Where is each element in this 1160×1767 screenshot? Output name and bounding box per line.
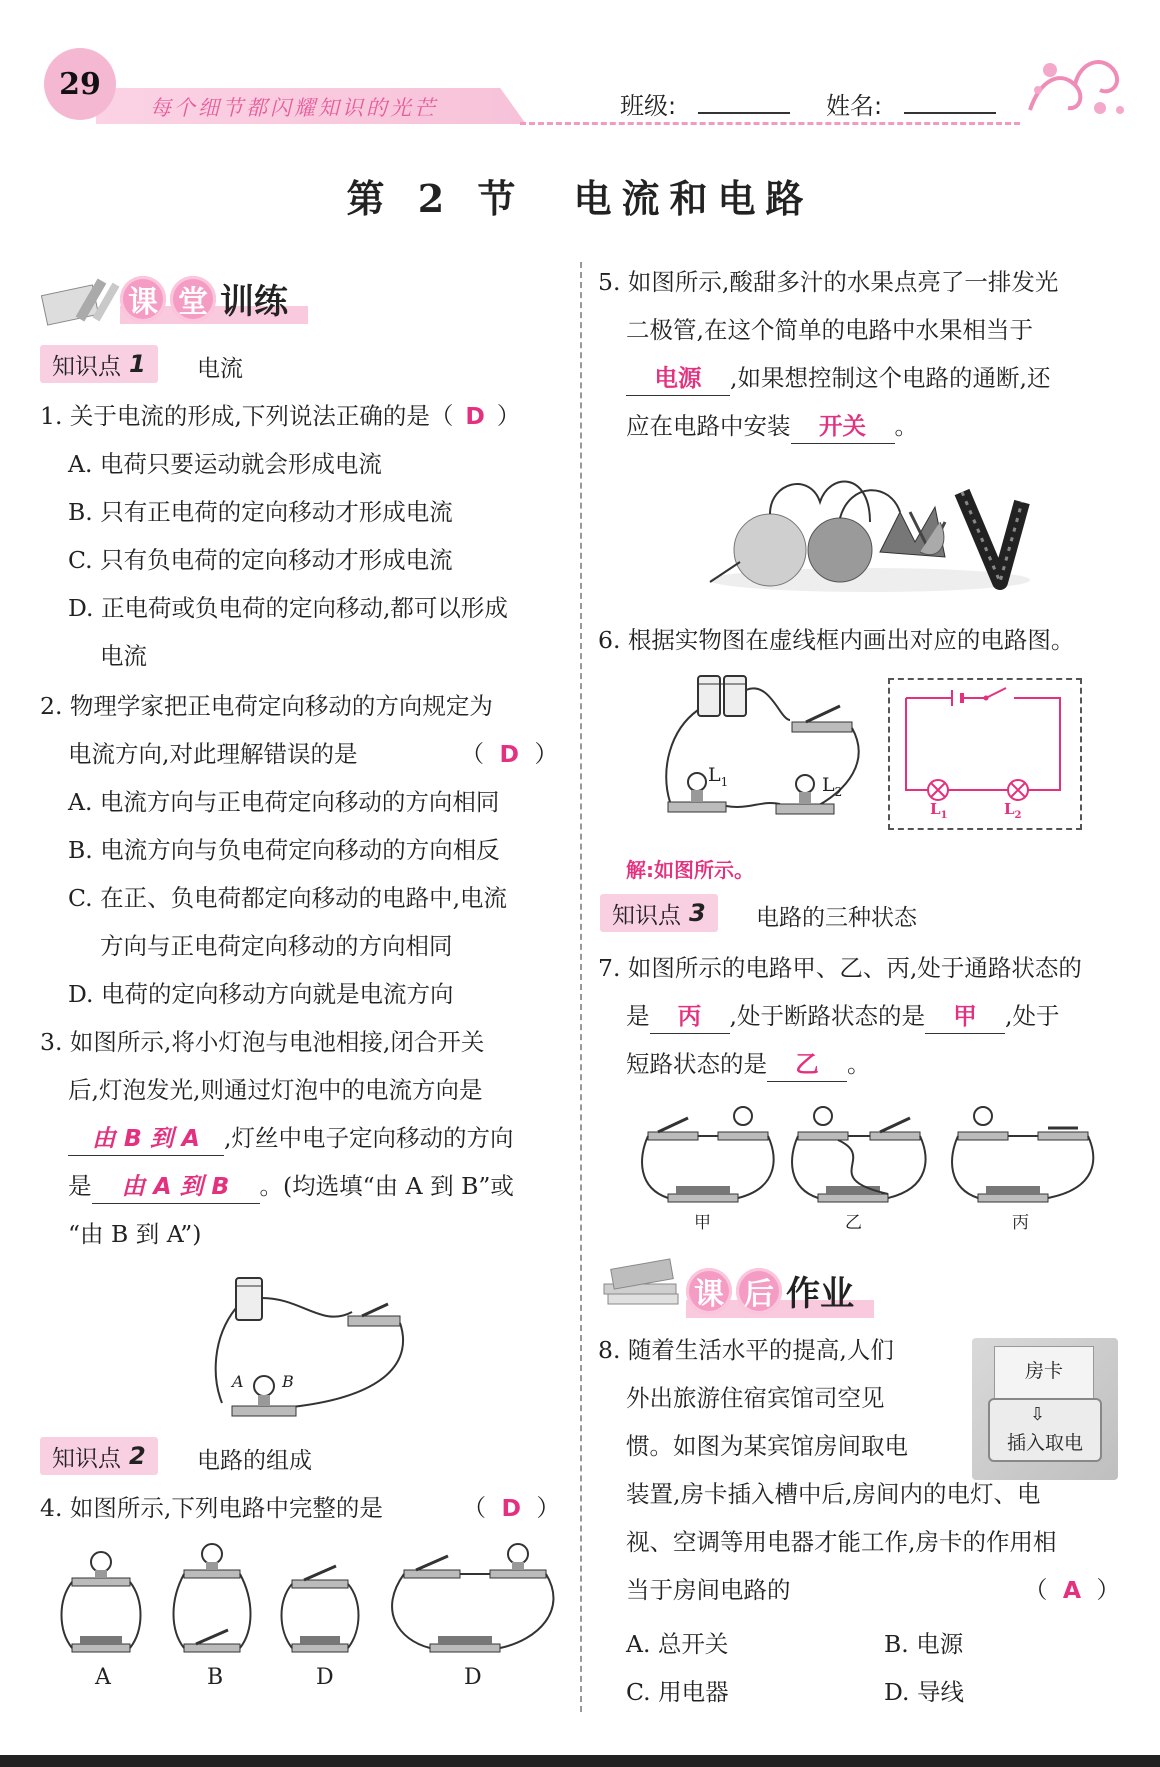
- section2-pill-1: 课: [686, 1268, 732, 1314]
- q6-diagram-l2-sub: 2: [1014, 810, 1022, 821]
- header-dashline: [520, 122, 1020, 125]
- q4-fig-label-2: B: [207, 1665, 224, 1690]
- q8-option-c: C. 用电器: [626, 1678, 729, 1706]
- q7-line3-pre: 短路状态的是: [626, 1050, 767, 1078]
- q1-option-d: D. 正电荷或负电荷的定向移动,都可以形成: [68, 594, 508, 622]
- kp-tag-label: 知识点: [612, 902, 681, 929]
- q5-line3-text: ,如果想控制这个电路的通断,还: [730, 364, 1051, 392]
- q7-circuit-figures: [638, 1098, 1108, 1218]
- q8-line6-text: 当于房间电路的: [626, 1576, 791, 1604]
- section2-text: 作业: [786, 1274, 854, 1314]
- q5-answer2: 开关: [791, 409, 895, 444]
- q7-line1: 7. 如图所示的电路甲、乙、丙,处于通路状态的: [598, 954, 1082, 982]
- q3-line4: [68, 1162, 514, 1210]
- q5-answer1: 电源: [626, 361, 730, 396]
- q1-stem: [40, 392, 520, 440]
- bottom-bar: [0, 1755, 1160, 1767]
- q8-line6: [626, 1566, 1120, 1614]
- q5-line4-text: 应在电路中安装: [626, 412, 791, 440]
- q8-answer-bracket: （ A ）: [1023, 1576, 1120, 1604]
- q6-circuit-diagram: [888, 678, 1082, 830]
- q1-option-b: B. 只有正电荷的定向移动才形成电流: [68, 498, 453, 526]
- q3-line4-post: 。(均选填“由 A 到 B”或: [259, 1172, 514, 1200]
- kp-tag-number: 1: [129, 350, 146, 378]
- section-homework: [686, 1266, 854, 1315]
- name-label: 姓名:: [826, 92, 883, 120]
- kp-tag-number: 3: [689, 899, 706, 927]
- q2-line2-text: 电流方向,对此理解错误的是: [68, 740, 358, 768]
- q7-line2: [626, 992, 1059, 1040]
- name-field[interactable]: [904, 112, 996, 114]
- knowledge-point-tag-2: [40, 1437, 158, 1475]
- q2-answer-bracket: （ D ）: [460, 740, 558, 768]
- q8-card-slot-photo: [972, 1338, 1118, 1480]
- q7-answer3: 乙: [767, 1047, 847, 1082]
- q8-answer: A: [1062, 1576, 1082, 1604]
- kp-tag-label: 知识点: [52, 1445, 121, 1472]
- q3-fig-label-b: B: [282, 1372, 294, 1391]
- q7-answer2: 甲: [925, 999, 1005, 1034]
- q3-line2: 后,灯泡发光,则通过灯泡中的电流方向是: [68, 1076, 483, 1104]
- q6-label-l2: [822, 774, 842, 799]
- q6-diagram-l1: [930, 800, 948, 821]
- q7-fig-label-1: 甲: [694, 1213, 711, 1233]
- q5-line4: [626, 402, 918, 450]
- q4-fig-label-4: D: [464, 1665, 482, 1690]
- q2-answer: D: [499, 740, 520, 768]
- q6-label-l1: [708, 764, 728, 789]
- q7-line3: [626, 1040, 871, 1088]
- q8-photo-card: 房卡: [994, 1346, 1094, 1402]
- q7-fig-label-3: 丙: [1012, 1213, 1029, 1233]
- kp-tag-number: 2: [129, 1442, 146, 1470]
- q3-line1: 3. 如图所示,将小灯泡与电池相接,闭合开关: [40, 1028, 485, 1056]
- flower-ornament-icon: [1020, 50, 1130, 125]
- q3-answer2: 由 A 到 B: [92, 1169, 260, 1204]
- q2-option-b: B. 电流方向与负电荷定向移动的方向相反: [68, 836, 500, 864]
- q4-circuit-figures: [58, 1540, 558, 1660]
- q6-diagram-l2-text: L: [1004, 800, 1015, 818]
- q8-line2: 外出旅游住宿宾馆司空见: [626, 1384, 885, 1412]
- knowledge-point-title-2: 电路的组成: [197, 1448, 312, 1474]
- q3-answer1: 由 B 到 A: [68, 1121, 224, 1156]
- q2-line1: 2. 物理学家把正电荷定向移动的方向规定为: [40, 692, 493, 720]
- q6-l1-sub: 1: [720, 774, 729, 789]
- q1-option-c: C. 只有负电荷的定向移动才形成电流: [68, 546, 453, 574]
- q2-option-c-cont: 方向与正电荷定向移动的方向相同: [100, 932, 453, 960]
- q7-answer1: 丙: [650, 999, 730, 1034]
- q7-line2-pre: 是: [626, 1002, 650, 1030]
- q4-fig-label-1: A: [95, 1665, 111, 1690]
- page-number: 29: [44, 48, 116, 120]
- q1-stem-text: 1. 关于电流的形成,下列说法正确的是（: [40, 402, 454, 430]
- q6-diagram-l1-sub: 1: [940, 810, 948, 821]
- q8-line1: 8. 随着生活水平的提高,人们: [598, 1336, 894, 1364]
- q5-line4-end: 。: [894, 412, 918, 440]
- header-slogan: 每个细节都闪耀知识的光芒: [150, 96, 438, 120]
- page-title: 第 2 节 电流和电路: [346, 176, 814, 221]
- q8-option-d: D. 导线: [884, 1678, 964, 1706]
- books-icon: [598, 1254, 686, 1312]
- q6-l2: L: [822, 774, 835, 796]
- q5-line1: 5. 如图所示,酸甜多汁的水果点亮了一排发光: [598, 268, 1059, 296]
- section2-pill-2: 后: [736, 1268, 782, 1314]
- q4-stem: [40, 1484, 560, 1532]
- q8-line3: 惯。如图为某宾馆房间取电: [626, 1432, 908, 1460]
- q5-line2: 二极管,在这个简单的电路中水果相当于: [626, 316, 1033, 344]
- knowledge-point-tag-3: [600, 894, 718, 932]
- q8-photo-slot-label: 插入取电: [1006, 1432, 1083, 1454]
- q5-line3: [626, 354, 1050, 402]
- q6-diagram-l2: [1004, 800, 1022, 821]
- q7-fig-label-2: 乙: [845, 1213, 862, 1233]
- q6-diagram-l1-text: L: [930, 800, 941, 818]
- q3-line5: “由 B 到 A”): [68, 1220, 202, 1248]
- q4-answer-bracket: （ D ）: [462, 1494, 560, 1522]
- section-pill-1: 课: [120, 276, 166, 322]
- kp-tag-label: 知识点: [52, 353, 121, 380]
- q8-line4: 装置,房卡插入槽中后,房间内的电灯、电: [626, 1480, 1041, 1508]
- knowledge-point-title-1: 电流: [197, 356, 243, 382]
- q6-solution: 解:如图所示。: [626, 858, 754, 882]
- q2-option-d: D. 电荷的定向移动方向就是电流方向: [68, 980, 454, 1008]
- knowledge-point-tag-1: [40, 345, 158, 383]
- q1-option-a: A. 电荷只要运动就会形成电流: [68, 450, 382, 478]
- q6-l2-sub: 2: [834, 784, 843, 799]
- q4-fig-label-3: D: [316, 1665, 334, 1690]
- q8-option-b: B. 电源: [884, 1630, 964, 1658]
- class-field[interactable]: [698, 112, 790, 114]
- column-divider: [580, 262, 582, 1712]
- q2-option-a: A. 电流方向与正电荷定向移动的方向相同: [68, 788, 500, 816]
- q3-fig-label-a: A: [232, 1372, 244, 1391]
- q1-close: ）: [496, 402, 521, 430]
- q1-option-d-cont: 电流: [100, 642, 147, 670]
- q3-circuit-figure: [212, 1268, 418, 1426]
- q3-line4-pre: 是: [68, 1172, 92, 1200]
- q7-line2-mid: ,处于断路状态的是: [729, 1002, 925, 1030]
- q8-line5: 视、空调等用电器才能工作,房卡的作用相: [626, 1528, 1057, 1556]
- q8-option-a: A. 总开关: [626, 1630, 729, 1658]
- q4-answer: D: [501, 1494, 522, 1522]
- q7-line3-end: 。: [847, 1050, 871, 1078]
- section-pill-2: 堂: [170, 276, 216, 322]
- q5-fruit-led-image: [700, 462, 1030, 594]
- q4-stem-text: 4. 如图所示,下列电路中完整的是: [40, 1494, 383, 1522]
- q6-l1: L: [708, 764, 721, 786]
- q3-line3-text: ,灯丝中电子定向移动的方向: [224, 1124, 514, 1152]
- knowledge-point-title-3: 电路的三种状态: [756, 905, 917, 931]
- q3-line3: [68, 1114, 513, 1162]
- q6-stem: 6. 根据实物图在虚线框内画出对应的电路图。: [598, 626, 1075, 654]
- q1-answer: D: [465, 402, 485, 430]
- q2-line2: [68, 730, 558, 778]
- section-text: 训练: [220, 282, 288, 322]
- class-label: 班级:: [620, 92, 677, 120]
- section-classroom-training: [120, 274, 288, 323]
- down-arrow-icon: ⇩: [1030, 1404, 1046, 1425]
- q2-option-c: C. 在正、负电荷都定向移动的电路中,电流: [68, 884, 508, 912]
- notebook-pen-icon: [40, 268, 120, 330]
- q7-line2-end: ,处于: [1004, 1002, 1060, 1030]
